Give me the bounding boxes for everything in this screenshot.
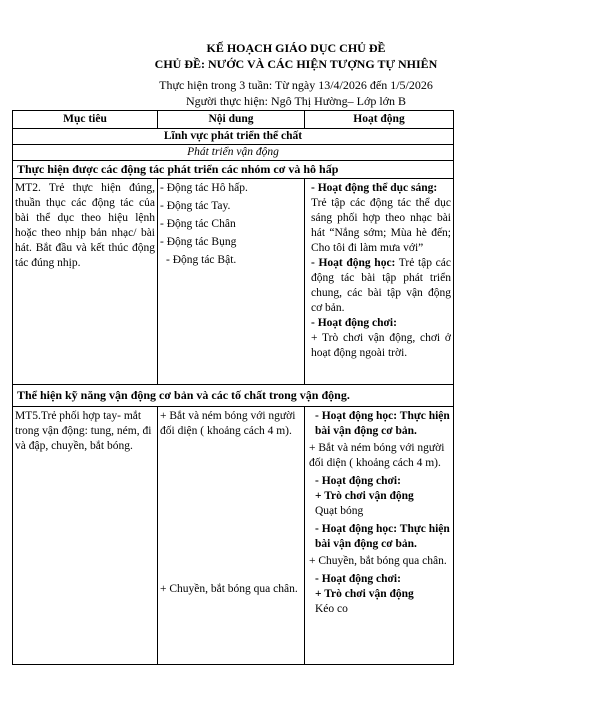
goal-mt5: MT5.Trẻ phối hợp tay- mắt trong vận động: tung, ném, đi và đập, chuyền, bắt bóng. [13, 407, 158, 665]
subfield-row [13, 145, 454, 161]
table-row [13, 179, 454, 385]
activity-text: Quạt bóng [315, 505, 364, 517]
plan-table [12, 110, 454, 665]
content-mt5 [158, 407, 305, 665]
section-title-2: Thể hiện kỹ năng vận động cơ bản và các tố chất trong vận động. [13, 385, 454, 407]
table-header-row [13, 111, 454, 129]
col-header-goal: Mục tiêu [13, 111, 158, 129]
col-header-activity: Hoạt động [305, 111, 454, 129]
doc-author: Người thực hiện: Ngô Thị Hường– Lớp lớn B [186, 94, 406, 108]
doc-dates: Thực hiện trong 3 tuần: Từ ngày 13/4/2026 đến 1/5/2026 [159, 78, 433, 92]
activity-heading: - Hoạt động thể dục sáng: [311, 182, 438, 194]
activity-heading: - Hoạt động học: [311, 257, 396, 269]
field-title: Lĩnh vực phát triển thể chất [13, 129, 454, 145]
list-item: + Bắt và ném bóng với người đối diện ( khoảng cách 4 m). [160, 410, 296, 437]
goal-mt2: MT2. Trẻ thực hiện đúng, thuần thục các động tác của bài thể dục theo hiệu lệnh hoặc theo nhịp bản nhạc/ bài hát. Bắt đầu và kết thúc động tác đúng nhịp. [13, 179, 158, 385]
table-row [13, 407, 454, 665]
activity-heading: + Trò chơi vận động [315, 490, 414, 502]
list-item: - Động tác Chân [160, 218, 236, 230]
section-title-1: Thực hiện được các động tác phát triển các nhóm cơ và hô hấp [13, 161, 454, 179]
field-row [13, 129, 454, 145]
activity-heading: - Hoạt động chơi: [315, 573, 401, 585]
activity-text: + Trò chơi vận động, chơi ở hoạt động ngoài trời. [311, 332, 451, 359]
doc-title: KẾ HOẠCH GIÁO DỤC CHỦ ĐỀ [206, 41, 386, 55]
list-item: - Động tác Bật. [166, 254, 237, 266]
list-item: - Động tác Tay. [160, 200, 231, 212]
activity-text: Kéo co [315, 603, 348, 615]
list-item: + Chuyền, bắt bóng qua chân. [160, 583, 298, 595]
subfield-title: Phát triển vận động [13, 145, 454, 161]
doc-subtitle: CHỦ ĐỀ: NƯỚC VÀ CÁC HIỆN TƯỢNG TỰ NHIÊN [154, 57, 438, 71]
activity-heading: - Hoạt động chơi: [311, 317, 397, 329]
activity-heading: + Trò chơi vận động [315, 588, 414, 600]
list-item: - Động tác Bụng [160, 236, 237, 248]
section-row-2 [13, 385, 454, 407]
activity-mt2 [305, 179, 454, 385]
activity-text: Trẻ tập các động tác bài tập phát triển chung, các bài tập vận động cơ bản. [311, 257, 451, 314]
col-header-content: Nội dung [158, 111, 305, 129]
activity-text: + Bắt và ném bóng với người đối diện ( khoảng cách 4 m). [309, 442, 445, 469]
activity-heading: - Hoạt động chơi: [315, 475, 401, 487]
section-row-1 [13, 161, 454, 179]
activity-mt5 [305, 407, 454, 665]
activity-heading: - Hoạt động học: Thực hiện bài vận động cơ bản. [315, 410, 450, 437]
activity-text: Trẻ tập các động tác thể dục sáng phối hợp theo nhạc bài hát “Nắng sớm; Mùa hè đến; Cho tôi đi làm mưa với” [311, 197, 451, 254]
activity-text: + Chuyền, bắt bóng qua chân. [309, 555, 447, 567]
list-item: - Động tác Hô hấp. [160, 182, 248, 194]
activity-heading: - Hoạt động học: Thực hiện bài vận động cơ bản. [315, 523, 450, 550]
content-mt2 [158, 179, 305, 385]
